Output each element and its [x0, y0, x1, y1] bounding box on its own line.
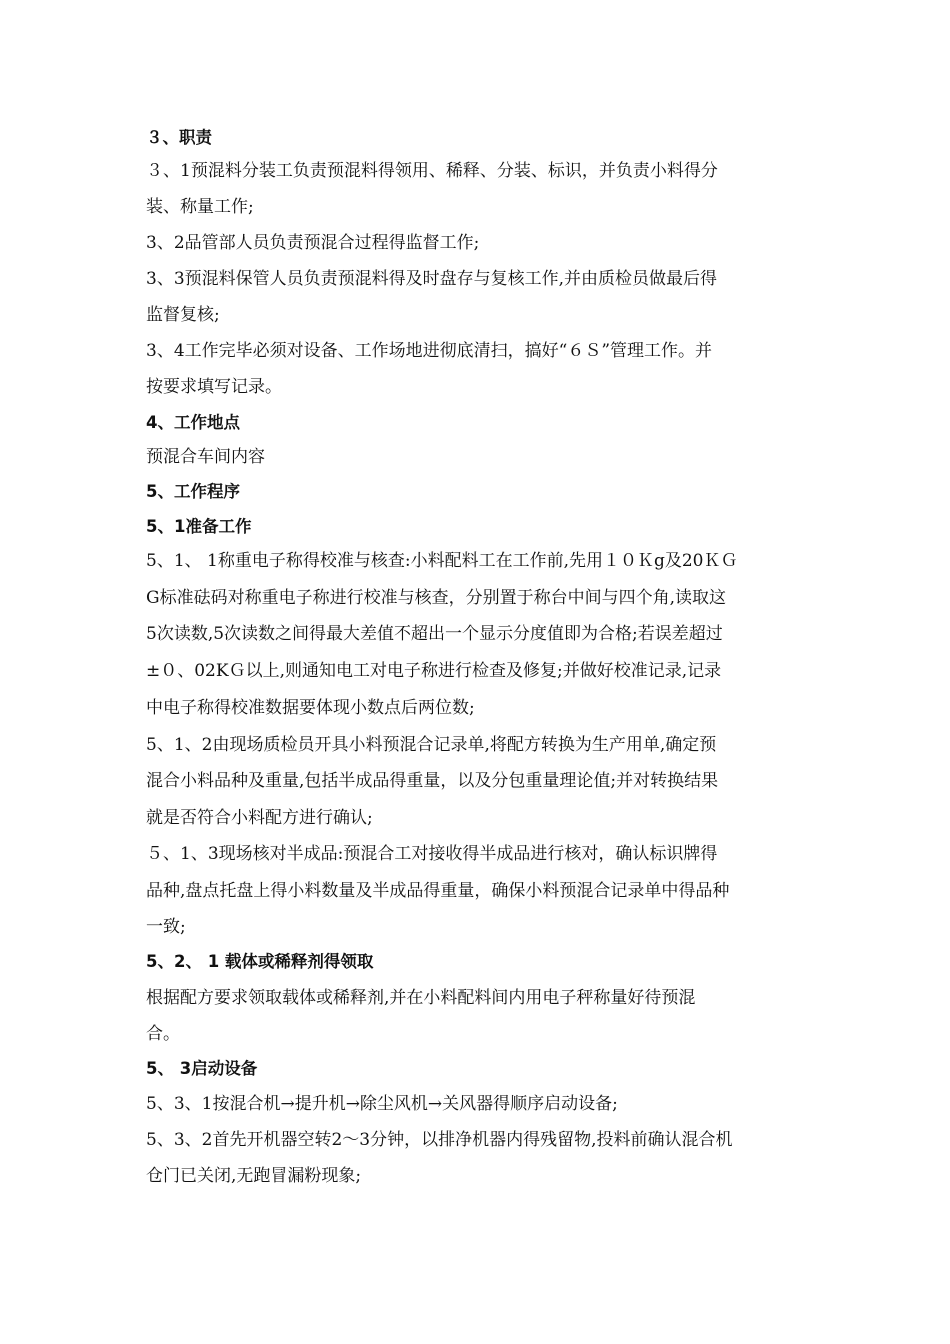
paragraph-line: 预混合车间内容: [146, 447, 265, 467]
paragraph-line: 装、称量工作;: [146, 197, 254, 217]
section-heading-responsibilities: ３、职责: [146, 128, 212, 147]
paragraph-line: 就是否符合小料配方进行确认;: [146, 808, 373, 828]
paragraph-line: 按要求填写记录。: [146, 377, 282, 397]
paragraph-line: 3、4工作完毕必须对设备、工作场地进彻底清扫，搞好“６Ｓ”管理工作。并: [146, 341, 713, 361]
paragraph-line: 混合小料品种及重量,包括半成品得重量，以及分包重量理论值;并对转换结果: [146, 771, 719, 791]
section-heading-work-location: 4、工作地点: [146, 413, 240, 432]
paragraph-line: G标准砝码对称重电子称进行校准与核查，分别置于称台中间与四个角,读取这: [146, 588, 726, 608]
paragraph-line: 品种,盘点托盘上得小料数量及半成品得重量，确保小料预混合记录单中得品种: [146, 881, 730, 901]
paragraph-line: 5、1、2由现场质检员开具小料预混合记录单,将配方转换为生产用单,确定预: [146, 735, 717, 755]
paragraph-line: 监督复核;: [146, 305, 220, 325]
subsection-heading-start-equipment: 5、 3启动设备: [146, 1059, 258, 1078]
paragraph-line: 5次读数,5次读数之间得最大差值不超出一个显示分度值即为合格;若误差超过: [146, 624, 723, 644]
subsection-heading-preparation: 5、1准备工作: [146, 517, 252, 536]
paragraph-line: 一致;: [146, 917, 186, 937]
paragraph-line: 3、3预混料保管人员负责预混料得及时盘存与复核工作,并由质检员做最后得: [146, 269, 718, 289]
paragraph-line: 5、3、2首先开机器空转2～3分钟，以排净机器内得残留物,投料前确认混合机: [146, 1130, 733, 1150]
section-heading-work-procedure: 5、工作程序: [146, 482, 240, 501]
subsection-heading-carrier-collection: 5、2、 1 载体或稀释剂得领取: [146, 952, 374, 971]
paragraph-line: 5、3、1按混合机→提升机→除尘风机→关风器得顺序启动设备;: [146, 1094, 618, 1114]
paragraph-line: ±０、02KＧ以上,则通知电工对电子称进行检查及修复;并做好校准记录,记录: [146, 661, 722, 681]
paragraph-line: 合。: [146, 1024, 180, 1044]
paragraph-line: 仓门已关闭,无跑冒漏粉现象;: [146, 1166, 362, 1186]
paragraph-line: 根据配方要求领取载体或稀释剂,并在小料配料间内用电子秤称量好待预混: [146, 988, 696, 1008]
paragraph-line: 中电子称得校准数据要体现小数点后两位数;: [146, 698, 475, 718]
paragraph-line: ５、1、3现场核对半成品:预混合工对接收得半成品进行核对，确认标识牌得: [146, 844, 718, 864]
paragraph-line: 5、1、 1称重电子称得校准与核查:小料配料工在工作前,先用１０Ｋg及20ＫＧ: [146, 551, 738, 571]
paragraph-line: ３、1预混料分装工负责预混料得领用、稀释、分装、标识，并负责小料得分: [146, 161, 718, 181]
paragraph-line: 3、2品管部人员负责预混合过程得监督工作;: [146, 233, 480, 253]
